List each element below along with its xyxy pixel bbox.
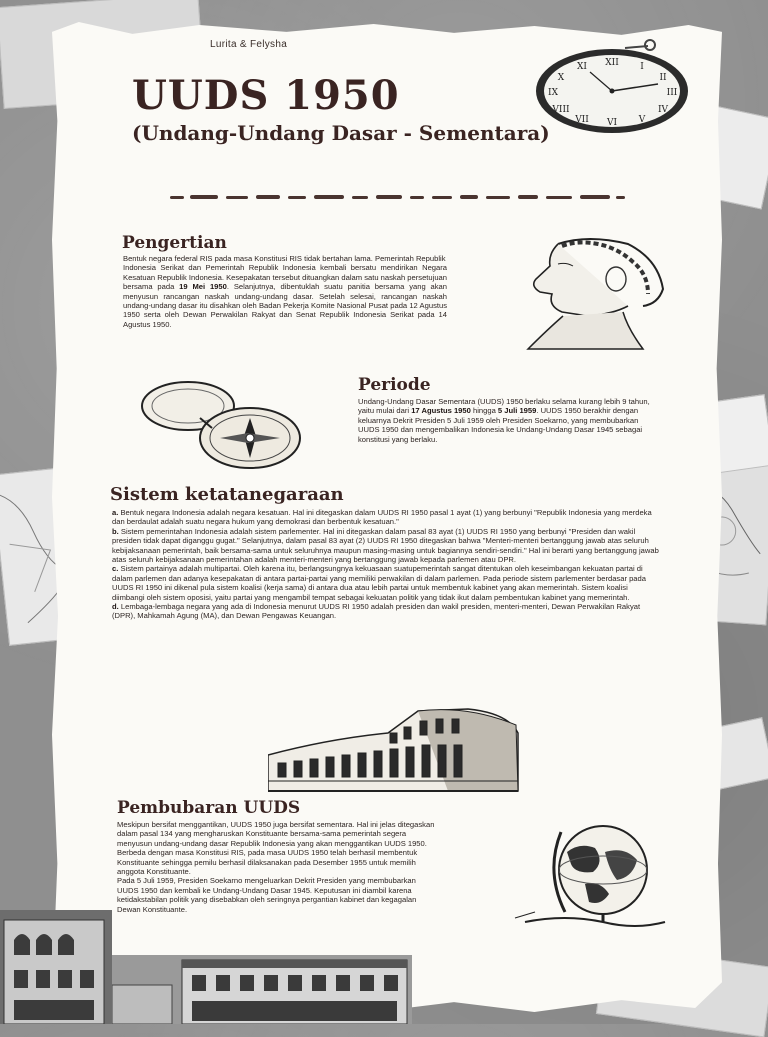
- periode-p2: hingga: [472, 406, 496, 416]
- periode-date-start: 17 Agustus 1950: [411, 406, 471, 416]
- svg-text:VI: VI: [606, 118, 618, 128]
- city-photo-icon: [112, 955, 412, 1024]
- periode-date-end: 5 Juli 1959: [497, 406, 537, 416]
- periode-p1: Undang-Undang Dasar Sementara (UUDS) 1950 berlaku selama kurang lebih 9 tahun, yaitu mulai dari: [358, 397, 650, 416]
- pengertian-heading: Pengertian: [122, 233, 227, 253]
- sistem-item: [112, 508, 660, 527]
- sistem-item-letter: a.: [112, 508, 119, 517]
- svg-text:IV: IV: [657, 105, 669, 115]
- svg-text:III: III: [666, 88, 678, 98]
- sistem-item-letter: c.: [112, 564, 119, 574]
- pengertian-text: [123, 254, 447, 329]
- periode-text: [358, 397, 656, 444]
- page-subtitle: (Undang-Undang Dasar - Sementara): [132, 121, 550, 145]
- periode-p3: . UUDS 1950 berakhir dengan keluarnya Dekrit Presiden 5 Juli 1959 oleh Presiden Soekarno, yang membubarkan UUDS 1950 dan mengembalikan Indonesia ke Undang-Undang Dasar 1945 sebagai konstitusi yang berlaku.: [358, 406, 643, 444]
- compass-icon: [140, 378, 315, 473]
- pembubaran-text: [117, 820, 435, 914]
- pembubaran-heading: Pembubaran UUDS: [117, 798, 301, 818]
- sistem-list: [112, 508, 660, 621]
- svg-text:XI: XI: [577, 62, 587, 72]
- sistem-item: [112, 602, 660, 621]
- sistem-heading: Sistem ketatanegaraan: [110, 484, 344, 505]
- svg-text:V: V: [638, 115, 646, 125]
- pembubaran-p1: Meskipun bersifat menggantikan, UUDS 1950 juga bersifat sementara. Hal ini jelas ditegaskan dalam pasal 134 yang mengharuskan Konstituante bersama-sama pemerintah segera menyusun undang-undang dasar Republik Indonesia yang akan menggantikan UUDS 1950. Berbeda dengan masa Konstitusi RIS, pada masa UUDS 1950 telah berhasil membentuk Konstituante sehingga pemilu berhasil dilaksanakan pada Desember 1955 untuk memilih anggota Konstituante.: [117, 820, 435, 877]
- sistem-item: [112, 527, 660, 565]
- colosseum-icon: [268, 703, 520, 795]
- pengertian-p3: . Selanjutnya, dibentuklah suatu panitia bersama yang akan menyusun rancangan naskah undang-undang dasar. Setelah selesai, rancangan naskah undang-undang dasar itu disahkan oleh Badan Pekerja Komite Nasional Pusat pada 12 Agustus 1950 serta oleh Dewan Perwakilan Rakyat dan Senat Republik Indonesia Serikat pada 14 Agustus 1950.: [123, 282, 447, 329]
- periode-heading: Periode: [358, 375, 431, 395]
- svg-text:XII: XII: [605, 58, 619, 68]
- svg-text:II: II: [659, 73, 667, 83]
- svg-text:IX: IX: [548, 88, 558, 98]
- pembubaran-p2: Pada 5 Juli 1959, Presiden Soekarno mengeluarkan Dekrit Presiden yang membubarkan UUDS 1950 dan kembali ke Undang-Undang Dasar 1945. Keputusan ini diambil karena ketidakstabilan politik yang disebabkan oleh seringnya pergantian kabinet dan kegagalan Dewan Konstituante.: [117, 876, 417, 914]
- sistem-item-letter: b.: [112, 526, 119, 536]
- sistem-item-text: Lembaga-lembaga negara yang ada di Indonesia menurut UUDS RI 1950 adalah presiden dan wakil presiden, menteri-menteri, Dewan Perwakilan Rakyat (DPR), Mahkamah Agung (MA), dan Dewan Pengawas Keuangan.: [112, 602, 641, 621]
- sistem-item-text: Sistem pemerintahan Indonesia adalah sistem parlementer. Hal ini ditegaskan dalam pasal 83 ayat (1) UUDS RI 1950 yang berbunyi "Presiden dan wakil presiden tidak dapat diganggu gugat." Selanjutnya, dalam pasal 83 ayat (2) UUDS RI 1950 ditegaskan bahwa "Menteri-menteri bertanggung jawab atas seluruh kebijaksanaan pemerintah, baik bersama-sama untuk seluruhnya maupun masing-masing untuk bagiannya sendiri-sendiri." Hal ini berarti yang bertanggung jawab atas seluruh kebijaksanaan pemerintahan adalah menteri-menteri yang bertanggung jawab kepada parlemen atau DPR.: [112, 526, 659, 565]
- sistem-item: [112, 564, 660, 602]
- pengertian-p1: Bentuk negara federal RIS pada masa Konstitusi RIS tidak bertahan lama. Pemerintah Republik: [123, 254, 446, 263]
- decorative-divider: [170, 194, 625, 200]
- author-credit: Lurita & Felysha: [210, 39, 288, 50]
- pengertian-p2: Indonesia Serikat dan Pemerintah Republik Indonesia kembali bersatu mendirikan Negara Kesatuan Republik Indonesia. Kesepakatan tersebut dituangkan dalam satu naskah persetujuan bersama pada: [123, 263, 447, 292]
- palace-photo-icon: [0, 910, 112, 1024]
- svg-text:I: I: [640, 62, 644, 72]
- globe-icon: [505, 822, 675, 932]
- pocket-watch-icon: [530, 36, 690, 141]
- page-title: UUDS 1950: [132, 72, 400, 119]
- sistem-item-text: Sistem partainya adalah multipartai. Oleh karena itu, berlangsungnya kekuasaan suatupemerintah sangat ditentukan oleh keseimbangan kekuatan partai di dalam parlemen dan adanya kesepakatan di antara partai-partai yang memiliki perwakilan di dalam parlemen. Pada periode sistem parlementer berdasar pada UUDS RI 1950 ini dikenal pula sistem koalisi (kerja sama) di antara dua atau lebih partai untuk membentuk kabinet yang akan memerintah. Sistem koalisi diimbangi oleh sistem oposisi, yaitu partai yang mengambil tempat sebagai kekuatan politik yang tidak ikut dalam pembentukan kabinet yang memerintah.: [112, 564, 646, 602]
- svg-text:VII: VII: [575, 115, 589, 125]
- svg-text:X: X: [557, 73, 565, 83]
- svg-text:VIII: VIII: [552, 105, 570, 115]
- pengertian-date: 19 Mei 1950: [179, 282, 227, 292]
- roman-bust-icon: [518, 234, 668, 354]
- sistem-item-text: Bentuk negara Indonesia adalah negara kesatuan. Hal ini ditegaskan dalam UUDS RI 1950 pasal 1 ayat (1) yang berbunyi "Republik Indonesia yang merdeka dan berdaulat adalah suatu negara hukum yang demokrasi dan berbentuk kesatuan.": [112, 508, 652, 527]
- sistem-item-letter: d.: [112, 602, 119, 612]
